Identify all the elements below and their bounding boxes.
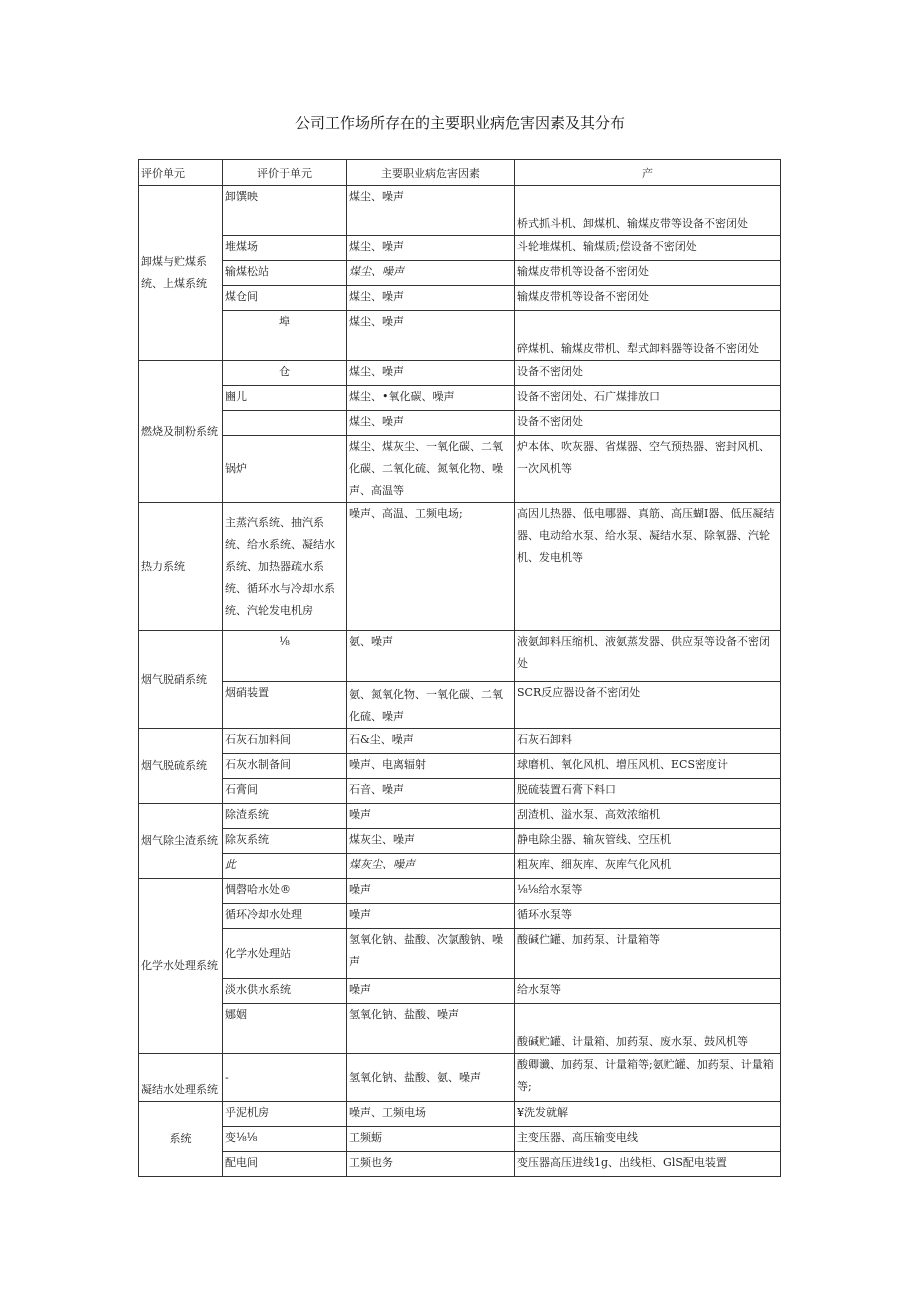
source-cell: 液氨卸料压缩机、液氨蒸发器、供应泵等设备不密闭处 <box>515 631 781 682</box>
table-row <box>139 804 781 829</box>
table-row <box>139 1152 781 1177</box>
source-cell: ¥洗发就解 <box>515 1102 781 1127</box>
table-row <box>139 879 781 904</box>
source-cell: 脱硫装置石膏下料口 <box>515 779 781 804</box>
factors-cell: 煤尘、噪声 <box>347 236 515 261</box>
factors-cell: 工频蛎 <box>347 1127 515 1152</box>
source-cell: 炉本体、吹灰器、省煤器、空气预热器、密封风机、一次风机等 <box>515 436 781 503</box>
source-cell: 桥式抓斗机、卸煤机、输煤皮带等设备不密闭处 <box>515 186 781 236</box>
factors-cell: 噪声、高温、工频电场; <box>347 503 515 631</box>
table-row <box>139 854 781 879</box>
factors-cell: 噪声、工频电场 <box>347 1102 515 1127</box>
table-row <box>139 286 781 311</box>
table-row <box>139 236 781 261</box>
table-row <box>139 1054 781 1102</box>
factors-cell: 石&尘、噪声 <box>347 729 515 754</box>
source-cell: 粗灰库、细灰库、灰库气化风机 <box>515 854 781 879</box>
table-row <box>139 631 781 682</box>
subunit-cell: 卸馔映 <box>223 186 347 236</box>
factors-cell: 煤尘、•氧化碳、噪声 <box>347 386 515 411</box>
subunit-cell: 烟硝装置 <box>223 682 347 729</box>
group-name: 烟气脱硫系统 <box>139 729 223 804</box>
factors-cell: 煤尘、噪声 <box>347 261 515 286</box>
group-name: 化学水处理系统 <box>139 879 223 1054</box>
page-title: 公司工作场所存在的主要职业病危害因素及其分布 <box>294 114 625 132</box>
factors-cell: 氢氧化钠、盐酸、氨、噪声 <box>347 1054 515 1102</box>
subunit-cell: 配电间 <box>223 1152 347 1177</box>
table-row <box>139 682 781 729</box>
subunit-cell: 惆磬哈水处® <box>223 879 347 904</box>
factors-cell: 煤尘、噪声 <box>347 311 515 361</box>
subunit-cell: 埠 <box>223 311 347 361</box>
table-row <box>139 503 781 631</box>
factors-cell: 煤尘、噪声 <box>347 361 515 386</box>
table-row <box>139 1102 781 1127</box>
table-row <box>139 829 781 854</box>
subunit-cell: 豳儿 <box>223 386 347 411</box>
source-cell: 酸碱贮罐、计量箱、加药泵、废水泵、鼓风机等 <box>515 1004 781 1054</box>
source-cell: 变压器高压进线1g、出线柜、GlS配电装置 <box>515 1152 781 1177</box>
factors-cell: 煤灰尘、噪声 <box>347 854 515 879</box>
factors-cell: 噪声 <box>347 979 515 1004</box>
factors-cell: 氨、氮氧化物、一氧化碳、二氧化硫、噪声 <box>347 682 515 729</box>
source-cell: 输煤皮带机等设备不密闭处 <box>515 261 781 286</box>
subunit-cell: 除渣系统 <box>223 804 347 829</box>
table-row <box>139 311 781 361</box>
subunit-cell <box>223 411 347 436</box>
table-row <box>139 436 781 503</box>
header-factors: 主要职业病危害因素 <box>347 160 515 186</box>
subunit-cell: 变⅛⅛ <box>223 1127 347 1152</box>
header-source: 产 <box>515 160 781 186</box>
source-cell: 静电除尘器、输灰管线、空压机 <box>515 829 781 854</box>
subunit-cell: 淡水供水系统 <box>223 979 347 1004</box>
source-cell: 碎煤机、输煤皮带机、犁式卸料器等设备不密闭处 <box>515 311 781 361</box>
factors-cell: 煤尘、噪声 <box>347 411 515 436</box>
factors-cell: 石音、噪声 <box>347 779 515 804</box>
subunit-cell: - <box>223 1054 347 1102</box>
table-row <box>139 411 781 436</box>
subunit-cell: 输煤松站 <box>223 261 347 286</box>
subunit-cell: 娜姻 <box>223 1004 347 1054</box>
table-row <box>139 1127 781 1152</box>
factors-cell: 噪声、电离辐射 <box>347 754 515 779</box>
factors-cell: 氢氧化钠、盐酸、次氯酸钠、噪声 <box>347 929 515 979</box>
group-name: 热力系统 <box>139 503 223 631</box>
source-cell: 循环水泵等 <box>515 904 781 929</box>
table-row <box>139 186 781 236</box>
table-row <box>139 1004 781 1054</box>
source-cell: 主变压器、高压输变电线 <box>515 1127 781 1152</box>
group-name: 燃烧及制粉系统 <box>139 361 223 503</box>
factors-cell: 煤尘、煤灰尘、一氧化碳、二氧化碳、二氧化硫、氮氧化物、噪声、高温等 <box>347 436 515 503</box>
source-cell: 给水泵等 <box>515 979 781 1004</box>
hazard-table <box>138 159 781 1177</box>
table-row <box>139 779 781 804</box>
table-row <box>139 754 781 779</box>
source-cell: SCR反应器设备不密闭处 <box>515 682 781 729</box>
subunit-cell: 仓 <box>223 361 347 386</box>
subunit-cell: 石灰水制备间 <box>223 754 347 779</box>
factors-cell: 工频也务 <box>347 1152 515 1177</box>
factors-cell: 氨、噪声 <box>347 631 515 682</box>
group-name: 卸煤与贮煤系统、上煤系统 <box>139 186 223 361</box>
source-cell: 斗轮堆煤机、输煤质;偿设备不密闭处 <box>515 236 781 261</box>
header-row <box>139 160 781 186</box>
subunit-cell: 此 <box>223 854 347 879</box>
source-cell: 高因儿热器、低电哪器、真筋、高压蝴I器、低压凝结器、电动给水泵、给水泵、凝结水泵、除氧器、汽轮机、发电机等 <box>515 503 781 631</box>
source-cell: 刮渣机、溢水泵、高效浓缩机 <box>515 804 781 829</box>
source-cell: 酸碱伫罐、加药泵、计量箱等 <box>515 929 781 979</box>
header-subunit: 评价于单元 <box>223 160 347 186</box>
table-row <box>139 261 781 286</box>
group-name: 烟气除尘渣系统 <box>139 804 223 879</box>
factors-cell: 氢氧化钠、盐酸、噪声 <box>347 1004 515 1054</box>
subunit-cell: 石灰石加料间 <box>223 729 347 754</box>
group-name: 系统 <box>139 1102 223 1177</box>
source-cell: 输煤皮带机等设备不密闭处 <box>515 286 781 311</box>
factors-cell: 噪声 <box>347 804 515 829</box>
group-name: 烟气脱硝系统 <box>139 631 223 729</box>
source-cell: 球磨机、氧化风机、增压风机、ECS密度计 <box>515 754 781 779</box>
source-cell: 设备不密闭处 <box>515 361 781 386</box>
source-cell: 设备不密闭处、石广煤排放口 <box>515 386 781 411</box>
subunit-cell: 主蒸汽系统、抽汽系统、给水系统、凝结水系统、加热器疏水系统、循环水与冷却水系统、汽轮发电机房 <box>223 503 347 631</box>
table-row <box>139 386 781 411</box>
subunit-cell: 乎泥机房 <box>223 1102 347 1127</box>
factors-cell: 煤灰尘、噪声 <box>347 829 515 854</box>
table-row <box>139 361 781 386</box>
source-cell: 设备不密闭处 <box>515 411 781 436</box>
table-row <box>139 979 781 1004</box>
factors-cell: 煤尘、噪声 <box>347 286 515 311</box>
header-unit: 评价单元 <box>139 160 223 186</box>
source-cell: ⅛⅛给水泵等 <box>515 879 781 904</box>
subunit-cell: 循环冷却水处理 <box>223 904 347 929</box>
group-name: 凝结水处理系统 <box>139 1054 223 1102</box>
subunit-cell: 锅炉 <box>223 436 347 503</box>
factors-cell: 噪声 <box>347 879 515 904</box>
subunit-cell: 除灰系统 <box>223 829 347 854</box>
source-cell: 石灰石卸料 <box>515 729 781 754</box>
source-cell: 酸卿谶、加药泵、计量箱等;氨贮罐、加药泵、计量箱等; <box>515 1054 781 1102</box>
table-row <box>139 904 781 929</box>
table-row <box>139 929 781 979</box>
table-row <box>139 729 781 754</box>
subunit-cell: 化学水处理站 <box>223 929 347 979</box>
subunit-cell: 石膏间 <box>223 779 347 804</box>
subunit-cell: 堆煤场 <box>223 236 347 261</box>
subunit-cell: 煤仓间 <box>223 286 347 311</box>
factors-cell: 噪声 <box>347 904 515 929</box>
factors-cell: 煤尘、噪声 <box>347 186 515 236</box>
subunit-cell: ⅛ <box>223 631 347 682</box>
